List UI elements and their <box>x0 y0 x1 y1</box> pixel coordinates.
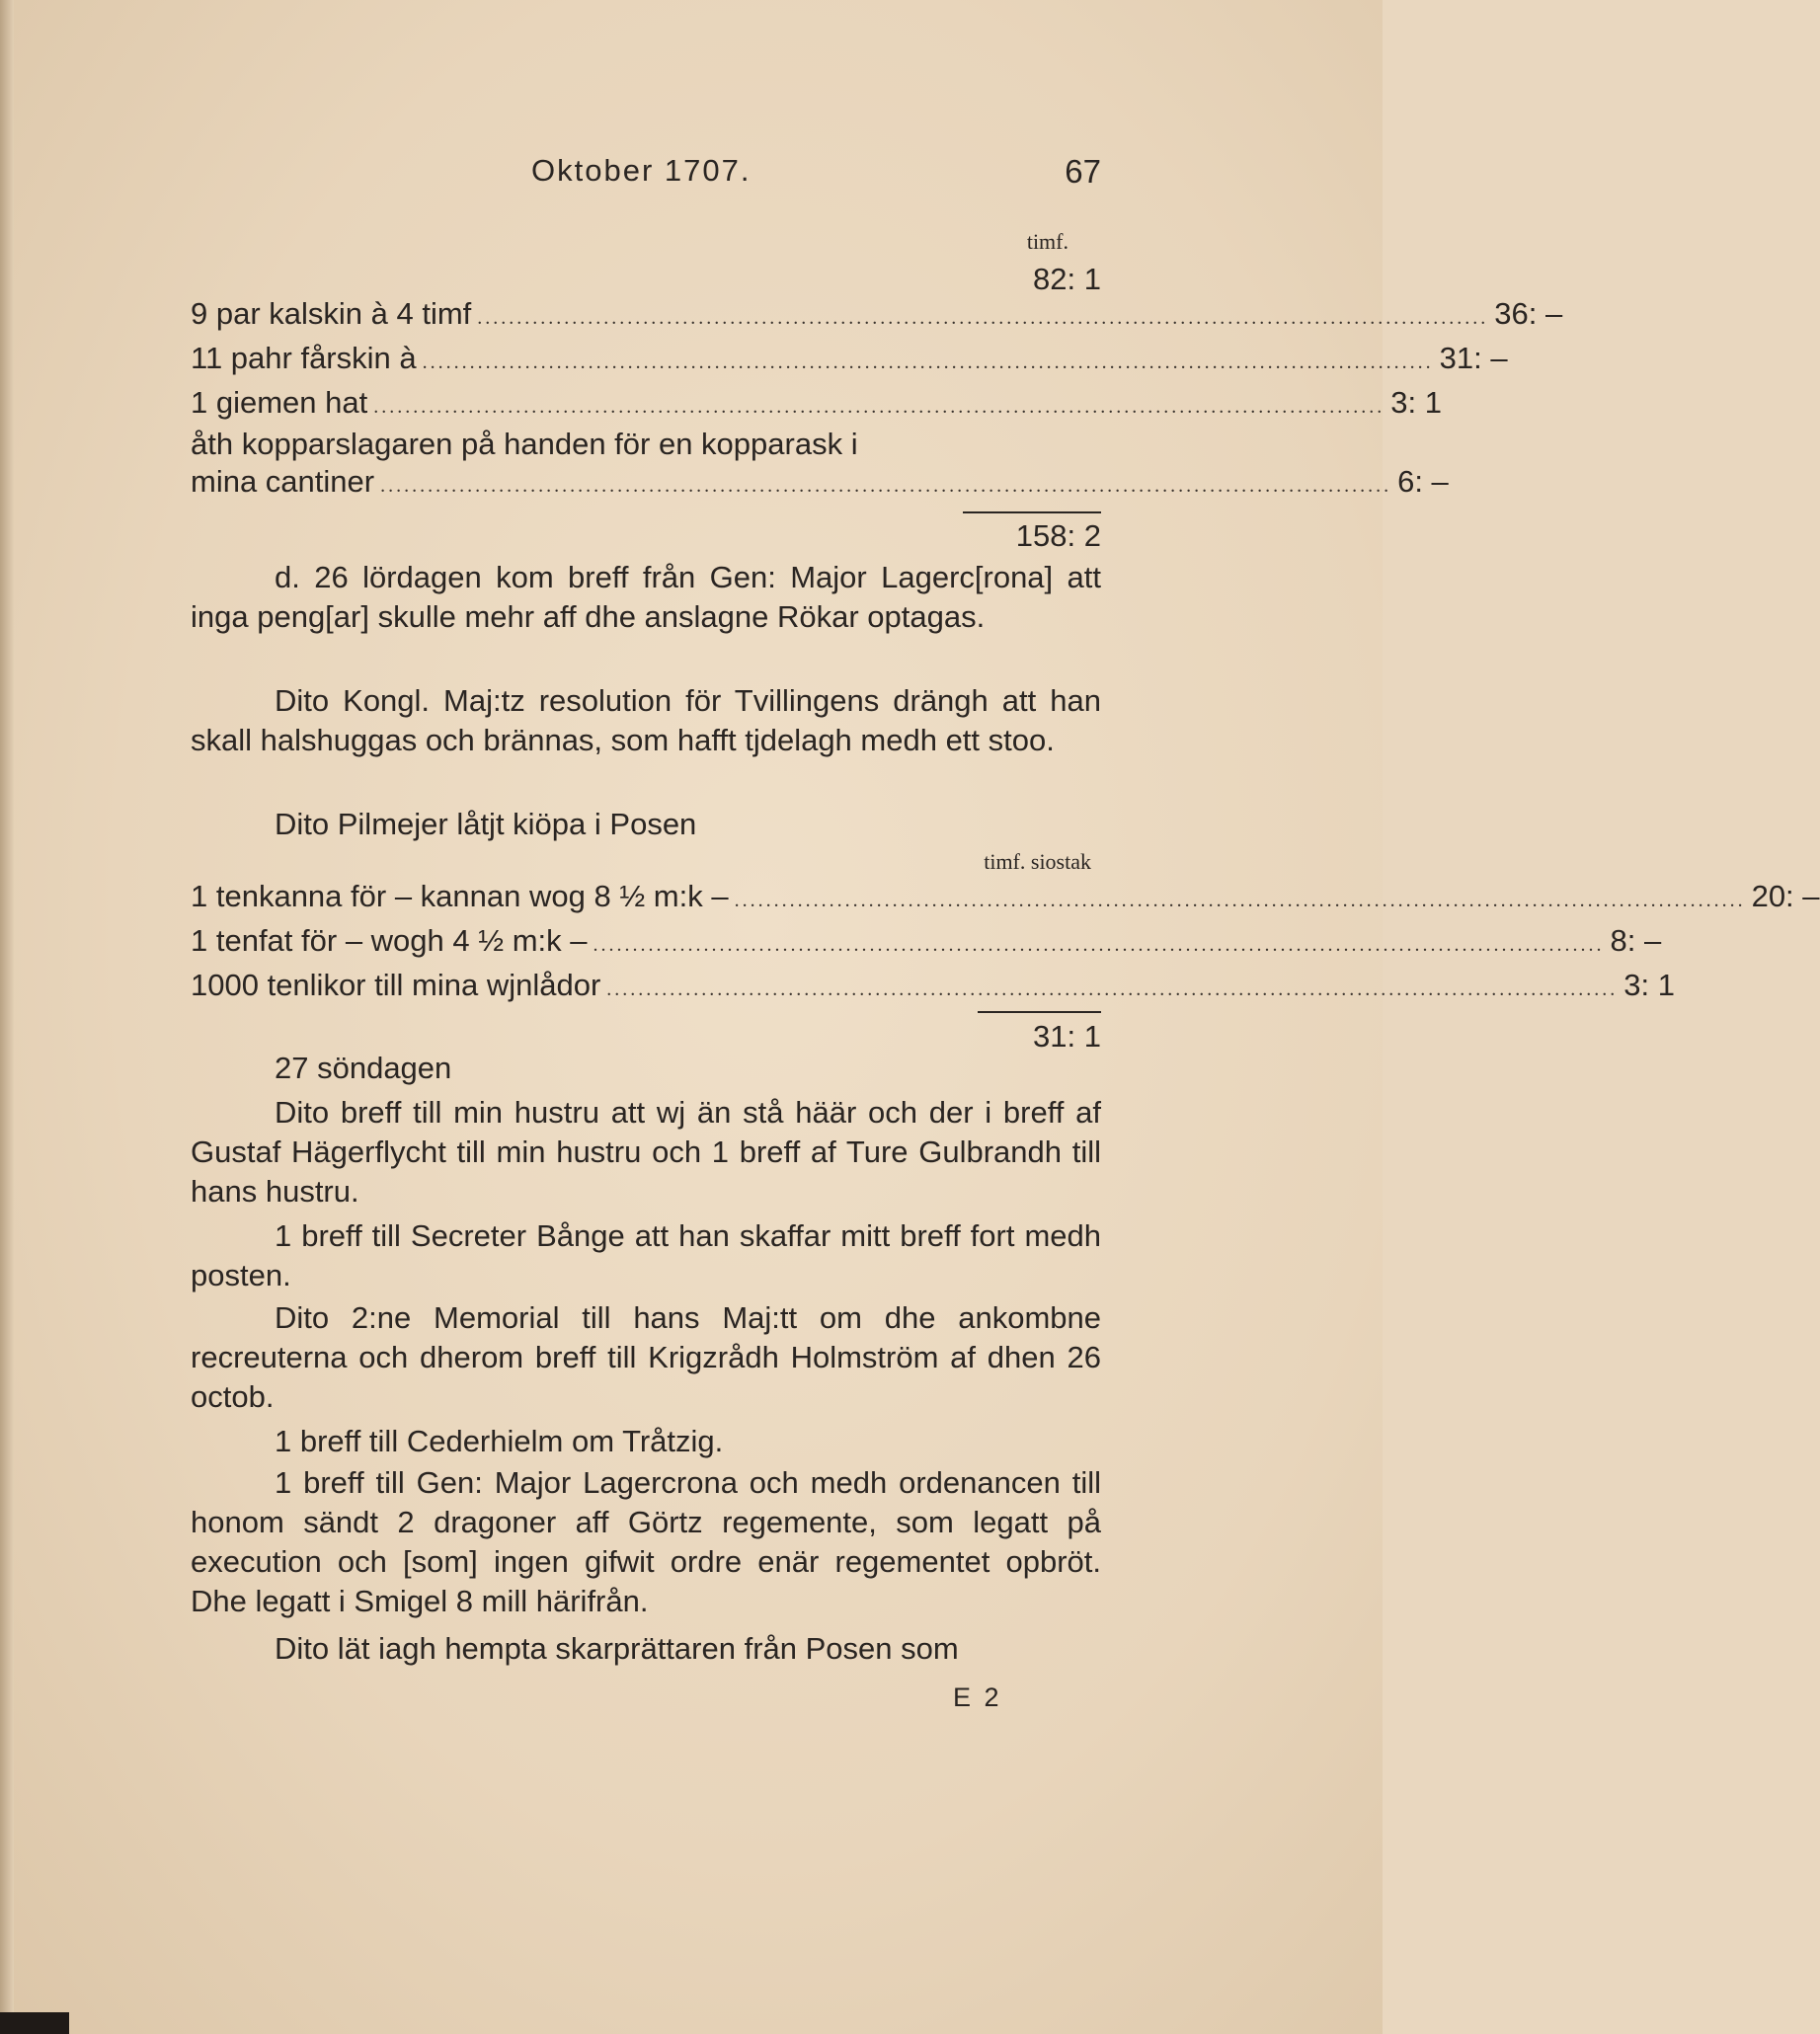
ledger-a-sum-line <box>963 511 1101 513</box>
page-number: 67 <box>1065 153 1101 190</box>
leader-dots: ................................................................................................................................ <box>734 890 1746 911</box>
diary-entry-cederhielm: 1 breff till Cederhielm om Tråtzig. <box>275 1424 724 1458</box>
ledger-b-total: 31: 1 <box>1033 1019 1101 1054</box>
ledger-a-row-amount: 3: 1 <box>1390 385 1442 420</box>
ledger-a-row-desc-line1: åth kopparslagaren på handen för en kopparask i <box>191 427 858 461</box>
ledger-b-row-desc: 1 tenfat för – wogh 4 ½ m:k – <box>191 923 588 958</box>
ledger-b-units: timf. siostak <box>984 849 1091 874</box>
signature-mark: E 2 <box>953 1682 1002 1712</box>
ledger-a-row-desc: mina cantiner <box>191 464 375 499</box>
diary-entry-26: d. 26 lördagen kom breff från Gen: Major Lagerc[rona] att inga peng[ar] skulle mehr aff dhe anslagne Rökar optagas. <box>191 560 1101 634</box>
ledger-b-row <box>191 968 1675 1007</box>
ledger-b-row-desc: 1 tenkanna för – kannan wog 8 ½ m:k – <box>191 879 729 913</box>
ledger-a-row <box>191 464 1449 504</box>
ledger-b-row-amount: 20: – <box>1751 879 1820 913</box>
leader-dots: ................................................................................................................................ <box>422 352 1434 373</box>
ledger-b-row-amount: 3: 1 <box>1623 968 1675 1002</box>
ledger-a-row-wrap <box>191 427 1101 466</box>
date-heading-27: 27 söndagen <box>275 1051 452 1085</box>
scan-corner <box>0 2012 69 2034</box>
ledger-a-row <box>191 385 1442 425</box>
ledger-a-total: 158: 2 <box>1015 518 1101 553</box>
ledger-b-sum-line <box>978 1011 1101 1013</box>
ledger-b-row-desc: 1000 tenlikor till mina wjnlådor <box>191 968 601 1002</box>
ledger-a-row <box>191 341 1508 380</box>
diary-entry-memorial: Dito 2:ne Memorial till hans Maj:tt om dhe ankombne recreuterna och dherom breff till Krigzrådh Holmström af dhen 26 octob. <box>191 1300 1101 1414</box>
diary-entry-executioner: Dito lät iagh hempta skarprättaren från Posen som <box>275 1631 959 1666</box>
ledger-a-row <box>191 296 1563 336</box>
page-header <box>191 153 1101 202</box>
ledger-a-row-amount: 31: – <box>1439 341 1508 375</box>
leader-dots: ................................................................................................................................ <box>477 307 1489 329</box>
ledger-a-unit: timf. <box>1026 229 1068 254</box>
diary-entry-letter-wife: Dito breff till min hustru att wj än stå häär och der i breff af Gustaf Hägerflycht till min hustru och 1 breff af Ture Gulbrandh till hans hustru. <box>191 1095 1101 1209</box>
ledger-a-row-desc: 9 par kalskin à 4 timf <box>191 296 472 331</box>
ledger-b-row-amount: 8: – <box>1610 923 1662 958</box>
leader-dots: ................................................................................................................................ <box>593 934 1605 956</box>
ledger-a-carry: 82: 1 <box>1033 262 1101 296</box>
ledger-b-row <box>191 879 1820 918</box>
diary-entry-letter-bange: 1 breff till Secreter Bånge att han skaffar mitt breff fort medh posten. <box>191 1218 1101 1292</box>
ledger-a-row-amount: 36: – <box>1494 296 1563 331</box>
leader-dots: ................................................................................................................................ <box>380 475 1392 497</box>
diary-entry-resolution: Dito Kongl. Maj:tz resolution för Tvillingens drängh att han skall halshuggas och brännas, som hafft tjdelagh medh ett stoo. <box>191 683 1101 757</box>
ledger-a-row-desc: 11 pahr fårskin à <box>191 341 417 375</box>
ledger-a-row-amount: 6: – <box>1397 464 1449 499</box>
leader-dots: ................................................................................................................................ <box>606 978 1619 1000</box>
diary-entry-lagercrona: 1 breff till Gen: Major Lagercrona och medh ordenancen till honom sändt 2 dragoner aff Görtz regemente, som legatt på execution och [som] ingen gifwit ordre enär regementet opbröt. Dhe legatt i Smigel 8 mill härifrån. <box>191 1465 1101 1618</box>
ledger-b-row <box>191 923 1662 963</box>
diary-entry-purchase: Dito Pilmejer låtjt kiöpa i Posen <box>275 807 697 841</box>
page-gutter <box>0 0 14 2034</box>
leader-dots: ................................................................................................................................ <box>373 396 1385 418</box>
running-title: Oktober 1707. <box>531 153 752 188</box>
ledger-a-row-desc: 1 giemen hat <box>191 385 368 420</box>
